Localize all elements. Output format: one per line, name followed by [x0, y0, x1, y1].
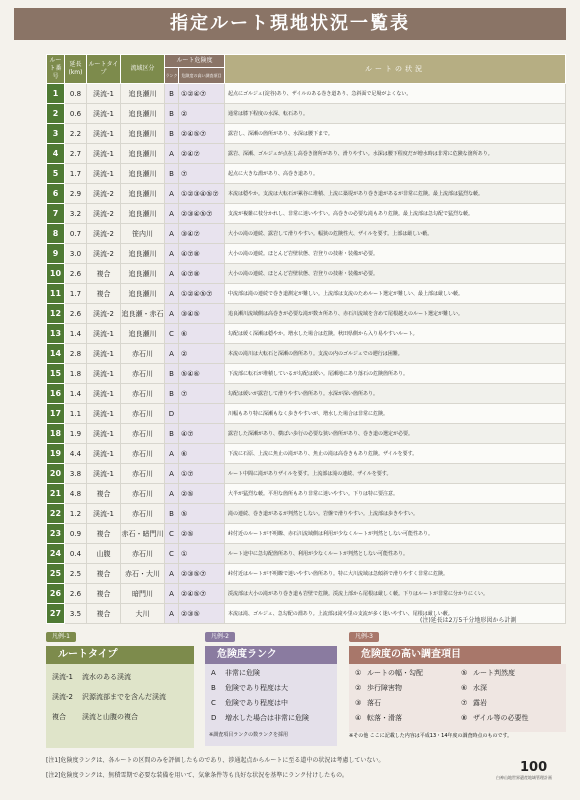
hazard-items: ④⑦ [179, 424, 225, 444]
table-row [47, 524, 566, 544]
hazard-items: ①②④⑤⑦ [179, 284, 225, 304]
route-area: 追良瀬川 [121, 284, 165, 304]
hazard-rank: A [165, 584, 179, 604]
route-distance: 1.7 [65, 284, 87, 304]
hazard-items: ②③⑤⑦ [179, 564, 225, 584]
route-distance: 3.8 [65, 464, 87, 484]
route-number: 14 [47, 344, 65, 364]
legend1-heading: ルートタイプ [46, 646, 194, 664]
hazard-items: ② [179, 344, 225, 364]
route-situation: 峠付近のルートが不明瞭、赤石川流域側は利用が少なくルートが判然としない可能性あり。 [225, 524, 566, 544]
route-situation: 本流は穏やか。支流は大転石が累谷に堆積、上流に築堤があり巻き道があるが非常に危険。最上流部は猛烈な藪。 [225, 184, 566, 204]
route-situation: 本流は滝、ゴルジュ、急勾配の淵あり。上流部は滝や里の支流が多く迷いやすい、尾根は厳しい藪。 [225, 604, 566, 624]
legend1-row: 複合 渓流と山腹の複合 [52, 713, 138, 721]
hazard-items: ④⑦⑧ [179, 264, 225, 284]
route-type: 複合 [87, 564, 121, 584]
route-distance: 1.4 [65, 384, 87, 404]
route-type: 渓流-1 [87, 344, 121, 364]
route-type: 渓流-2 [87, 184, 121, 204]
route-number: 27 [47, 604, 65, 624]
route-number: 5 [47, 164, 65, 184]
route-situation: 起点に大きな淵があり、高巻き道あり。 [225, 164, 566, 184]
table-row [47, 484, 566, 504]
legend1-tab: 凡例-1 [46, 632, 76, 642]
legend3-row: ⑧ ザイル等の必要性 [461, 714, 529, 722]
table-row [47, 304, 566, 324]
route-number: 25 [47, 564, 65, 584]
legend3-row: ⑤ ルート判然度 [461, 669, 515, 677]
route-distance: 1.2 [65, 504, 87, 524]
hazard-items: ① [179, 544, 225, 564]
hazard-rank: A [165, 264, 179, 284]
table-header-row [47, 55, 566, 68]
table-body [47, 84, 566, 624]
route-type: 渓流-2 [87, 204, 121, 224]
legend1-row: 渓流-1 流水のある渓流 [52, 673, 131, 681]
route-distance: 0.8 [65, 84, 87, 104]
route-number: 8 [47, 224, 65, 244]
legend3-row: ④ 転落・滑落 [355, 714, 402, 722]
route-distance: 0.9 [65, 524, 87, 544]
route-area: 赤石川 [121, 464, 165, 484]
hazard-rank: A [165, 144, 179, 164]
header-area: 流域区分 [121, 55, 165, 84]
route-distance: 2.9 [65, 184, 87, 204]
route-distance: 4.4 [65, 444, 87, 464]
route-situation: 勾配は緩く深瀬は穏やか。増水した場合は危険。秋田県側から入り易やすいルート。 [225, 324, 566, 344]
table-row [47, 164, 566, 184]
hazard-items: ⑥ [179, 444, 225, 464]
header-no: ルート番号 [47, 55, 65, 84]
hazard-rank: C [165, 544, 179, 564]
route-distance: 0.7 [65, 224, 87, 244]
hazard-rank: A [165, 204, 179, 224]
route-type: 複合 [87, 264, 121, 284]
footnote-1: [注1]危険度ランクは、各ルートの区間のみを評価したものであり、渉通起点からルートに至る道中の状況は考慮していない。 [46, 757, 385, 764]
route-situation: ルート途中に急勾配箇所あり、利用が少なくルートが判然としない可能性あり。 [225, 544, 566, 564]
route-number: 17 [47, 404, 65, 424]
route-distance: 2.6 [65, 264, 87, 284]
table-row [47, 544, 566, 564]
route-type: 渓流-1 [87, 144, 121, 164]
route-area: 赤石川 [121, 484, 165, 504]
route-situation: 勾配は緩いが露岩して滑りやすい箇所あり。水深が深い箇所あり。 [225, 384, 566, 404]
route-area: 追良瀬川 [121, 144, 165, 164]
route-number: 7 [47, 204, 65, 224]
hazard-rank: C [165, 324, 179, 344]
legend2-row: D 増水した場合は非常に危険 [211, 714, 309, 722]
route-area: 追良瀬川 [121, 244, 165, 264]
hazard-rank: A [165, 284, 179, 304]
route-number: 9 [47, 244, 65, 264]
table-row [47, 584, 566, 604]
route-distance: 2.5 [65, 564, 87, 584]
route-number: 19 [47, 444, 65, 464]
hazard-items: ②⑤ [179, 484, 225, 504]
route-number: 2 [47, 104, 65, 124]
hazard-items: ②④⑦ [179, 144, 225, 164]
route-distance: 3.0 [65, 244, 87, 264]
page-title: 指定ルート現地状況一覧表 [14, 8, 566, 40]
route-situation: 滝の連続、巻き道があるが判然としない。岩盤で滑りやすい。上流部は歩きやすい。 [225, 504, 566, 524]
route-number: 18 [47, 424, 65, 444]
hazard-items [179, 404, 225, 424]
hazard-rank: A [165, 444, 179, 464]
route-number: 13 [47, 324, 65, 344]
route-number: 3 [47, 124, 65, 144]
table-row [47, 204, 566, 224]
hazard-rank: A [165, 184, 179, 204]
route-distance: 1.8 [65, 364, 87, 384]
hazard-rank: B [165, 104, 179, 124]
route-area: 暗門川 [121, 584, 165, 604]
route-situation: 下流部に転石が堆積しているが勾配は緩い。尾瀬地にあり落石の危険箇所あり。 [225, 364, 566, 384]
route-situation: 大小の滝の連続、露岩して滑りやすい。幅狭の危険性大、ザイルを要す。上部は厳しい藪。 [225, 224, 566, 244]
hazard-items: ⑤ [179, 504, 225, 524]
route-area: 赤石川 [121, 544, 165, 564]
legend1-row: 渓流-2 沢源流部までを含んだ渓流 [52, 693, 166, 701]
route-situation: 通常は膝下程度の水深、転石あり。 [225, 104, 566, 124]
route-type: 渓流-1 [87, 364, 121, 384]
legend2-row: C 危険であり程度は中 [211, 699, 288, 707]
route-area: 追良瀬川 [121, 164, 165, 184]
route-area: 追良瀬川 [121, 264, 165, 284]
route-type: 複合 [87, 584, 121, 604]
hazard-rank: C [165, 524, 179, 544]
route-situation: 峠付近はルートが不明瞭で迷いやすい箇所あり。特に大川流域は急傾斜で滑りやすく非常に危険。 [225, 564, 566, 584]
route-distance: 3.5 [65, 604, 87, 624]
footnote-2: [注2]危険度ランクは、無積雪期で必要な装備を用いて、気象条件等も良好な状況を基準にランク付けしたもの。 [46, 772, 348, 779]
table-row [47, 364, 566, 384]
hazard-rank: A [165, 344, 179, 364]
legend3-row: ③ 落石 [355, 699, 381, 707]
hazard-items: ⑦ [179, 164, 225, 184]
hazard-rank: A [165, 484, 179, 504]
legend3-box [349, 664, 566, 732]
route-number: 16 [47, 384, 65, 404]
hazard-rank: A [165, 564, 179, 584]
route-situation: 大小の滝の連続、ほとんど岩壁状態、岩登りの技術・装備が必要。 [225, 264, 566, 284]
route-area: 追良瀬・赤石 [121, 304, 165, 324]
hazard-rank: D [165, 404, 179, 424]
legend3-row: ① ルートの幅・勾配 [355, 669, 423, 677]
route-situation: 起点にゴルジュ(淀谷)あり、ザイルのある巻き道あり、急斜面で足場がよくない。 [225, 84, 566, 104]
route-type: 渓流-1 [87, 104, 121, 124]
route-area: 笹内川 [121, 224, 165, 244]
route-distance: 0.4 [65, 544, 87, 564]
legend3-row: ⑥ 水深 [461, 684, 487, 692]
header-items: 危険度の高い調査項目 [179, 68, 225, 84]
route-number: 11 [47, 284, 65, 304]
legend3-row: ② 歩行障害物 [355, 684, 402, 692]
route-area: 追良瀬川 [121, 84, 165, 104]
legend2-heading: 危険度ランク [205, 646, 337, 664]
header-type: ルートタイプ [87, 55, 121, 84]
distance-note: (注)延長は2万5千分地形図から計測 [420, 617, 517, 624]
route-situation: 追良瀬川流域側は高巻きが必要な滝が数カ所あり、赤石川流域を含めて尾根越えのルート選定が難しい。 [225, 304, 566, 324]
page-logo: 100 [520, 760, 548, 775]
route-number: 22 [47, 504, 65, 524]
route-distance: 4.8 [65, 484, 87, 504]
route-distance: 2.2 [65, 124, 87, 144]
route-number: 21 [47, 484, 65, 504]
hazard-items: ③④⑦ [179, 224, 225, 244]
hazard-items: ①②③④⑤⑦ [179, 184, 225, 204]
route-type: 渓流-1 [87, 164, 121, 184]
route-type: 渓流-1 [87, 424, 121, 444]
header-hazard: ルート危険度 [165, 55, 225, 68]
route-number: 4 [47, 144, 65, 164]
hazard-rank: B [165, 84, 179, 104]
route-area: 赤石川 [121, 424, 165, 444]
header-rank: ランク [165, 68, 179, 84]
route-distance: 2.7 [65, 144, 87, 164]
hazard-rank: A [165, 604, 179, 624]
hazard-rank: A [165, 244, 179, 264]
route-number: 24 [47, 544, 65, 564]
hazard-rank: B [165, 124, 179, 144]
legend2-tab: 凡例-2 [205, 632, 235, 642]
table-row [47, 424, 566, 444]
legend1-box [46, 664, 194, 748]
table-row [47, 244, 566, 264]
route-situation: 大半が猛烈な藪。平坦な箇所もあり非常に迷いやすい。下りは特に要注意。 [225, 484, 566, 504]
hazard-rank: B [165, 424, 179, 444]
legend2-row: A 非常に危険 [211, 669, 260, 677]
route-situation: 支流が複雑に枝分かれし、非常に迷いやすい。高巻きの必要な滝もあり危険。最上流部は急勾配で猛烈な藪。 [225, 204, 566, 224]
route-type: 渓流-1 [87, 404, 121, 424]
route-situation: 大小の滝の連続。ほとんど岩壁状態、岩登りの技術・装備が必要。 [225, 244, 566, 264]
hazard-items: ②④⑤⑦ [179, 124, 225, 144]
hazard-items: ⑤④⑥ [179, 364, 225, 384]
route-type: 複合 [87, 604, 121, 624]
route-type: 渓流-2 [87, 244, 121, 264]
hazard-items: ②③⑤ [179, 604, 225, 624]
route-distance: 1.7 [65, 164, 87, 184]
table-row [47, 504, 566, 524]
route-area: 赤石・暗門川 [121, 524, 165, 544]
route-distance: 1.1 [65, 404, 87, 424]
header-situation: ルートの状況 [225, 55, 566, 84]
hazard-items: ②④⑤⑦ [179, 584, 225, 604]
table-row [47, 84, 566, 104]
legend3-heading: 危険度の高い調査項目 [349, 646, 561, 664]
hazard-items: ②⑤ [179, 524, 225, 544]
table-row [47, 104, 566, 124]
hazard-items: ③④⑤ [179, 304, 225, 324]
route-number: 15 [47, 364, 65, 384]
table-row [47, 404, 566, 424]
route-situation: 渓流部は大小の滝があり巻き道も岩壁で危険。渓流上部から尾根は厳しく藪。下りはルートが非常に分かりにくい。 [225, 584, 566, 604]
route-area: 追良瀬川 [121, 104, 165, 124]
route-distance: 2.6 [65, 584, 87, 604]
hazard-rank: B [165, 364, 179, 384]
legend3-note: ※その他 ここに記載した内容は平成13・14年度の調査時点のものです。 [349, 733, 513, 739]
hazard-items: ①②④⑦ [179, 84, 225, 104]
legend3-row: ⑦ 露岩 [461, 699, 487, 707]
route-area: 追良瀬川 [121, 324, 165, 344]
route-number: 26 [47, 584, 65, 604]
table-row [47, 444, 566, 464]
table-row [47, 384, 566, 404]
route-situation: 露岩、深瀬、ゴルジュが点在し高巻き箇所があり、滑りやすい。水深は腰下程度だが増水時は非常に危険な箇所あり。 [225, 144, 566, 164]
route-area: 赤石・大川 [121, 564, 165, 584]
route-situation: 本流の滝川は大転石と深瀬の箇所あり。支流の内のゴルジュでの遡行は困難。 [225, 344, 566, 364]
route-type: 山腹 [87, 544, 121, 564]
route-situation: 露岩し、深瀬の箇所があり、水深は腰下まで。 [225, 124, 566, 144]
hazard-rank: A [165, 224, 179, 244]
route-number: 10 [47, 264, 65, 284]
route-type: 渓流-1 [87, 124, 121, 144]
route-type: 渓流-2 [87, 304, 121, 324]
route-type: 渓流-1 [87, 464, 121, 484]
route-type: 複合 [87, 284, 121, 304]
table-row [47, 144, 566, 164]
hazard-items: ④⑦⑧ [179, 244, 225, 264]
route-distance: 1.9 [65, 424, 87, 444]
route-area: 赤石川 [121, 444, 165, 464]
hazard-rank: B [165, 164, 179, 184]
hazard-items: ⑦ [179, 384, 225, 404]
route-area: 赤石川 [121, 364, 165, 384]
hazard-items: ①⑦ [179, 464, 225, 484]
legend3-tab: 凡例-3 [349, 632, 379, 642]
header-dist: 延長(km) [65, 55, 87, 84]
legend2-row: B 危険であり程度は大 [211, 684, 288, 692]
route-situation: 露岩した深瀬があり、横ばい歩行の必要な狭い箇所があり、巻き道の選定が必要。 [225, 424, 566, 444]
route-type: 複合 [87, 484, 121, 504]
table-row [47, 124, 566, 144]
route-number: 12 [47, 304, 65, 324]
hazard-rank: A [165, 304, 179, 324]
route-number: 1 [47, 84, 65, 104]
table-row [47, 324, 566, 344]
table-row [47, 284, 566, 304]
route-area: 赤石川 [121, 404, 165, 424]
route-situation: 中流部は滝の連続で巻き道測定が難しい。上流部は支流のためルート選定が難しい、最上部は厳しい藪。 [225, 284, 566, 304]
table-row [47, 264, 566, 284]
table-row [47, 344, 566, 364]
table-row [47, 464, 566, 484]
route-area: 追良瀬川 [121, 184, 165, 204]
route-distance: 0.6 [65, 104, 87, 124]
route-situation: 川幅もあり特に深瀬もなく歩きやすいが、増水した場合は非常に危険。 [225, 404, 566, 424]
route-table [46, 54, 566, 624]
hazard-items: ② [179, 104, 225, 124]
route-distance: 3.2 [65, 204, 87, 224]
route-type: 渓流-1 [87, 84, 121, 104]
hazard-items: ⑥ [179, 324, 225, 344]
route-area: 追良瀬川 [121, 204, 165, 224]
route-area: 追良瀬川 [121, 124, 165, 144]
route-situation: 下流に石原、上流に魚止の滝があり、魚止の滝は高巻きもあり危険。ザイルを要す。 [225, 444, 566, 464]
route-number: 6 [47, 184, 65, 204]
hazard-rank: B [165, 504, 179, 524]
legend2-note: ※調査項目ランクの数ランクを採用 [209, 732, 288, 738]
table-row [47, 184, 566, 204]
route-number: 23 [47, 524, 65, 544]
route-situation: ルート中間に滝がありザイルを要す。上流部は滝の連続、ザイルを要す。 [225, 464, 566, 484]
route-distance: 2.8 [65, 344, 87, 364]
legend2-box [205, 664, 337, 746]
route-number: 20 [47, 464, 65, 484]
route-type: 渓流-1 [87, 324, 121, 344]
table-row [47, 224, 566, 244]
route-area: 赤石川 [121, 504, 165, 524]
route-type: 渓流-1 [87, 444, 121, 464]
route-area: 赤石川 [121, 344, 165, 364]
table-row [47, 564, 566, 584]
hazard-rank: B [165, 384, 179, 404]
route-type: 渓流-1 [87, 504, 121, 524]
page-logo-caption: 白神山地世界遺産地域管理計画 [496, 775, 552, 780]
route-distance: 1.4 [65, 324, 87, 344]
route-type: 複合 [87, 524, 121, 544]
route-type: 渓流-1 [87, 384, 121, 404]
route-area: 赤石川 [121, 384, 165, 404]
hazard-items: ②③④⑤⑦ [179, 204, 225, 224]
route-type: 渓流-2 [87, 224, 121, 244]
route-distance: 2.6 [65, 304, 87, 324]
route-area: 大川 [121, 604, 165, 624]
hazard-rank: A [165, 464, 179, 484]
